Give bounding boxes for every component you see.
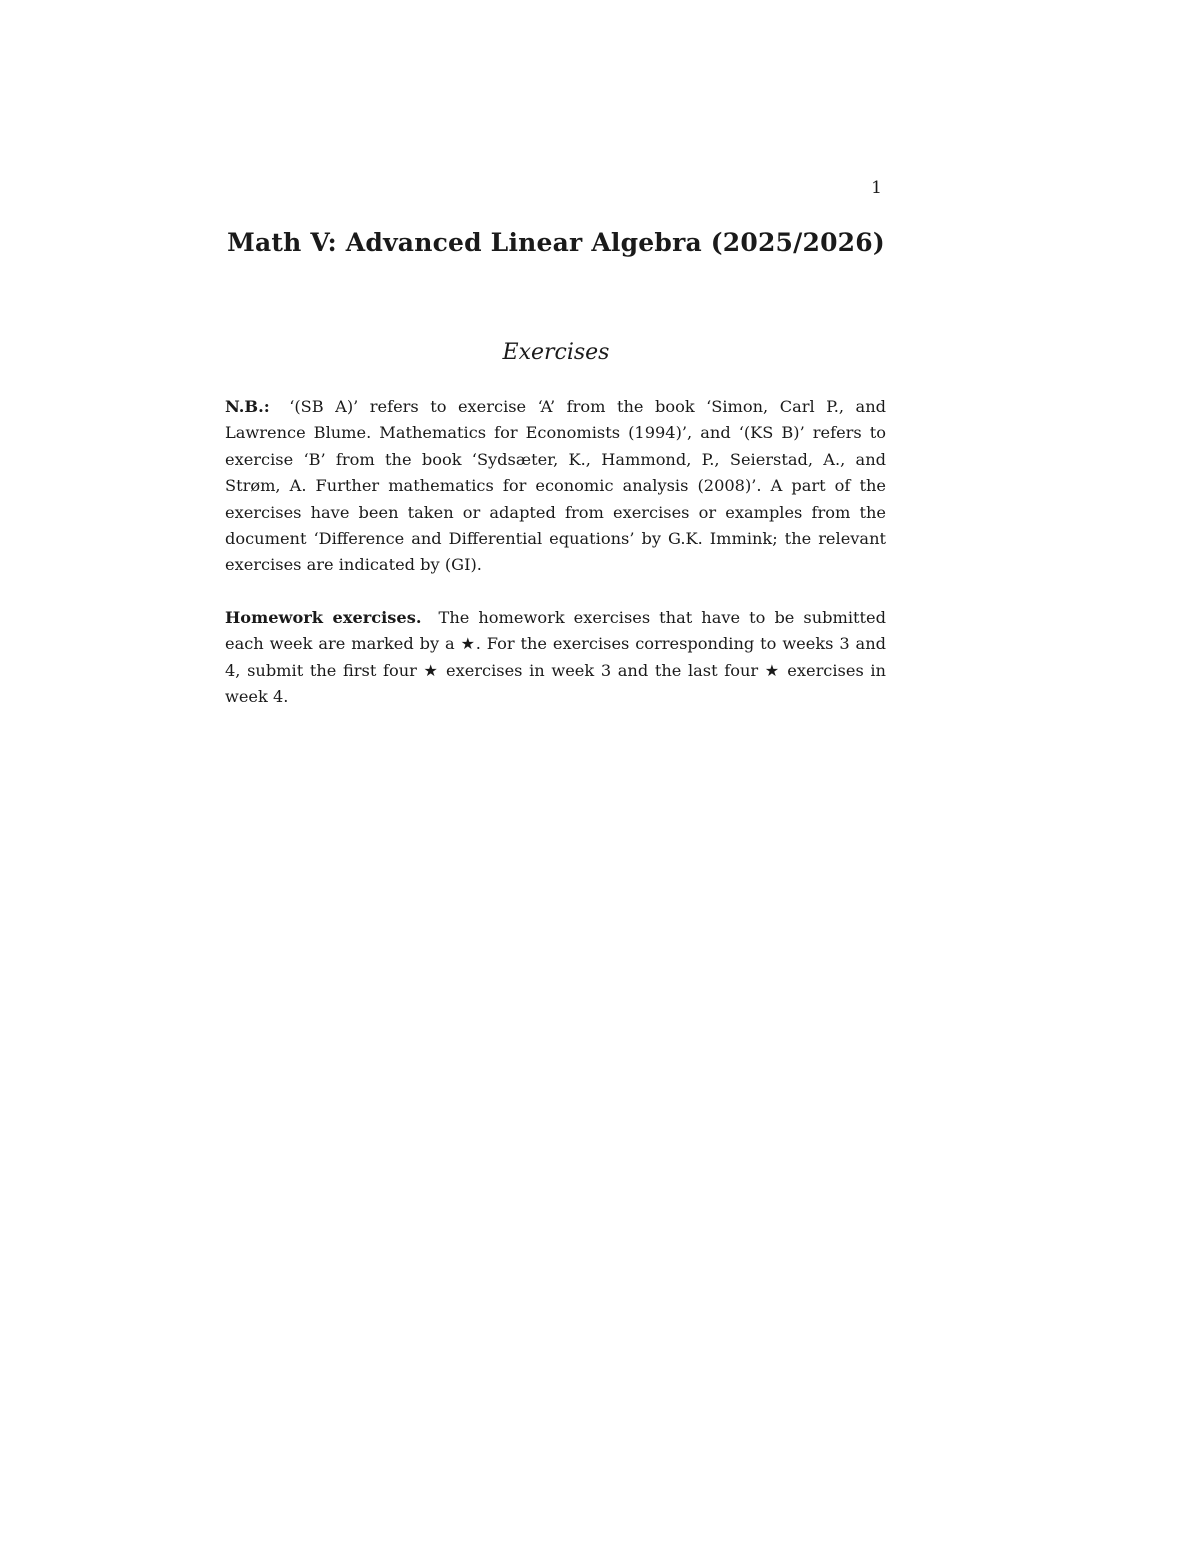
nb-paragraph (225, 394, 886, 579)
page-number: 1 (871, 178, 882, 198)
body-text (225, 394, 886, 736)
star-icon: ★ (423, 660, 440, 680)
section-heading-exercises: Exercises (502, 340, 610, 365)
homework-text-1: The homework exercises that have to be submitted each week are marked by a (225, 607, 887, 654)
homework-text-2: . For the exercises corresponding to weeks 3 and 4, submit the first four (225, 634, 886, 680)
document-title: Math V: Advanced Linear Algebra (2025/2026) (227, 228, 885, 257)
homework-lead: Homework exercises. (225, 607, 422, 627)
nb-text: ‘(SB A)’ refers to exercise ‘A’ from the book ‘Simon, Carl P., and Lawrence Blume. Mathematics for Economists (1994)’, and ‘(KS B)’ refers to exercise ‘B’ from the book ‘Sydsæter, K., Hammond, P., Seierstad, A., and Strøm, A. Further mathematics for economic analysis (2008)’. A part of the exercises have been taken or adapted from exercises or examples from the document ‘Difference and Differential equations’ by G.K. Immink; the relevant exercises are indicated by (GI). (225, 397, 886, 575)
star-icon: ★ (764, 660, 781, 680)
star-icon: ★ (460, 634, 476, 654)
homework-text-3: exercises in week 3 and the last four (446, 660, 759, 680)
nb-lead: N.B.: (225, 397, 270, 416)
homework-paragraph (225, 605, 886, 711)
homework-text-4: exercises in week 4. (225, 660, 886, 707)
